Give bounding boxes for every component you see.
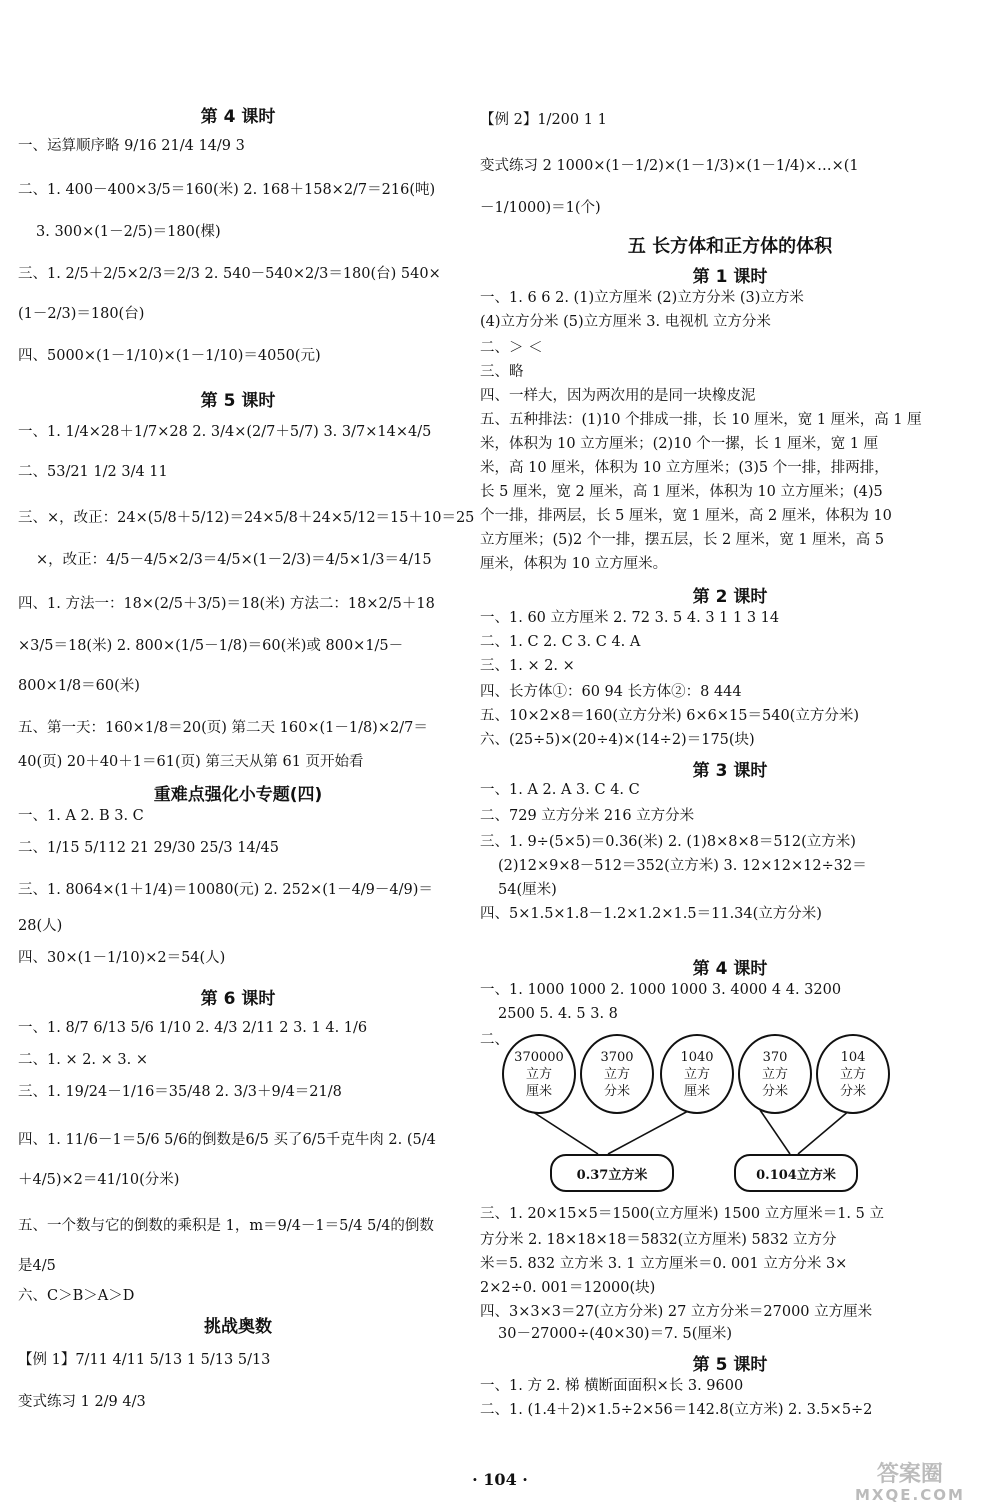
answer-box: 0.104立方米 — [734, 1154, 858, 1192]
answer-line: ×，改正：4/5－4/5×2/3＝4/5×(1－2/3)＝4/5×1/3＝4/15 — [36, 552, 432, 568]
answer-line: 2500 5. 4. 5 3. 8 — [498, 1006, 618, 1022]
section-title: 第 5 课时 — [692, 1355, 768, 1375]
answer-line: 一、1. 方 2. 梯 横断面面积×长 3. 9600 — [480, 1378, 744, 1394]
answer-line: 三、1. 19/24－1/16＝35/48 2. 3/3＋9/4＝21/8 — [18, 1084, 342, 1100]
section-title: 第 6 课时 — [200, 989, 276, 1009]
answer-line: 30－27000÷(40×30)＝7. 5(厘米) — [498, 1326, 733, 1342]
bubble-unit: 立方 — [761, 1066, 788, 1082]
answer-line: 一、1. 6 6 2. (1)立方厘米 (2)立方分米 (3)立方米 — [480, 290, 804, 306]
answer-line: 二、1. (1.4＋2)×1.5÷2×56＝142.8(立方米) 2. 3.5×5÷2 — [480, 1402, 873, 1418]
answer-line: 四、30×(1－1/10)×2＝54(人) — [18, 950, 226, 966]
answer-line: 二、1. × 2. × 3. × — [18, 1052, 148, 1068]
page-number: · 104 · — [472, 1470, 528, 1489]
answer-line: 四、长方体①：60 94 长方体②：8 444 — [480, 684, 742, 700]
answer-line: 二、1. 400－400×3/5＝160(米) 2. 168＋158×2/7＝216(吨) — [18, 182, 436, 198]
answer-line: 四、一样大，因为两次用的是同一块橡皮泥 — [480, 388, 756, 404]
answer-line: 六、(25÷5)×(20÷4)×(14÷2)＝175(块) — [480, 732, 755, 748]
section-title: 第 4 课时 — [692, 959, 768, 979]
answer-line: (4)立方分米 (5)立方厘米 3. 电视机 立方分米 — [480, 314, 771, 330]
answer-line: 四、3×3×3＝27(立方分米) 27 立方分米＝27000 立方厘米 — [480, 1304, 873, 1320]
answer-line: 一、运算顺序略 9/16 21/4 14/9 3 — [18, 138, 245, 154]
volume-bubble — [660, 1034, 734, 1114]
answer-line: 六、C＞B＞A＞D — [18, 1288, 135, 1304]
answer-line: 二、 — [480, 1032, 509, 1048]
section-title: 第 2 课时 — [692, 587, 768, 607]
section-title: 第 1 课时 — [692, 267, 768, 287]
bubble-value: 3700 — [600, 1049, 634, 1065]
volume-bubble — [580, 1034, 654, 1114]
answer-line: 五、一个数与它的倒数的乘积是 1，m＝9/4－1＝5/4 5/4的倒数 — [18, 1218, 434, 1234]
section-title: 重难点强化小专题(四) — [153, 785, 323, 805]
answer-line: (2)12×9×8－512＝352(立方米) 3. 12×12×12÷32＝ — [498, 858, 867, 874]
answer-line: 三、×，改正：24×(5/8＋5/12)＝24×5/8＋24×5/12＝15＋10＝25 — [18, 510, 475, 526]
answer-line: 四、1. 方法一：18×(2/5＋3/5)＝18(米) 方法二：18×2/5＋18 — [18, 596, 435, 612]
bubble-value: 370 — [762, 1049, 788, 1065]
volume-bubble — [816, 1034, 890, 1114]
answer-line: 800×1/8＝60(米) — [18, 678, 140, 694]
answer-line: 五、第一天：160×1/8＝20(页) 第二天 160×(1－1/8)×2/7＝ — [18, 720, 428, 736]
watermark-text: 答案圈 — [876, 1462, 943, 1487]
answer-line: 一、1. A 2. B 3. C — [18, 808, 144, 824]
bubble-value: 370000 — [514, 1049, 564, 1065]
answer-line: 三、略 — [480, 364, 524, 380]
answer-line: 二、53/21 1/2 3/4 11 — [18, 464, 168, 480]
answer-line: 是4/5 — [18, 1258, 56, 1274]
bubble-value: 104 — [840, 1049, 866, 1065]
answer-line: 三、1. 20×15×5＝1500(立方厘米) 1500 立方厘米＝1. 5 立 — [480, 1206, 884, 1222]
answer-line: 四、5×1.5×1.8－1.2×1.2×1.5＝11.34(立方分米) — [480, 906, 822, 922]
answer-line: 【例 1】7/11 4/11 5/13 1 5/13 5/13 — [18, 1352, 271, 1368]
answer-line: 三、1. × 2. × — [480, 658, 575, 674]
bubble-unit: 分米 — [839, 1083, 866, 1099]
answer-line: 变式练习 1 2/9 4/3 — [18, 1394, 146, 1410]
answer-line: 立方厘米；(5)2 个一排，摆五层，长 2 厘米，宽 1 厘米，高 5 — [480, 532, 885, 548]
answer-line: (1－2/3)＝180(台) — [18, 306, 145, 322]
answer-line: 一、1. 60 立方厘米 2. 72 3. 5 4. 3 1 1 3 14 — [480, 610, 780, 626]
match-line — [530, 1110, 598, 1154]
match-line — [608, 1110, 690, 1154]
chapter-title: 五 长方体和正方体的体积 — [627, 236, 833, 257]
answer-line: 一、1. 8/7 6/13 5/6 1/10 2. 4/3 2/11 2 3. 1 4. 1/6 — [18, 1020, 368, 1036]
answer-line: 40(页) 20＋40＋1＝61(页) 第三天从第 61 页开始看 — [18, 754, 364, 770]
answer-box: 0.37立方米 — [550, 1154, 674, 1192]
answer-line: 个一排，排两层，长 5 厘米，宽 1 厘米，高 2 厘米，体积为 10 — [480, 508, 892, 524]
volume-bubble — [738, 1034, 812, 1114]
answer-line: －1/1000)＝1(个) — [480, 200, 601, 216]
answer-line: 长 5 厘米，宽 2 厘米，高 1 厘米，体积为 10 立方厘米；(4)5 — [480, 484, 883, 500]
answer-line: 五、五种排法：(1)10 个排成一排，长 10 厘米，宽 1 厘米，高 1 厘 — [480, 412, 922, 428]
section-title: 挑战奥数 — [204, 1317, 272, 1337]
match-line — [760, 1110, 790, 1154]
answer-line: 变式练习 2 1000×(1－1/2)×(1－1/3)×(1－1/4)×…×(1 — [480, 158, 859, 174]
answer-line: 二、1. C 2. C 3. C 4. A — [480, 634, 641, 650]
answer-line: 一、1. A 2. A 3. C 4. C — [480, 782, 640, 798]
volume-bubble — [502, 1034, 576, 1114]
answer-line: 二、1/15 5/112 21 29/30 25/3 14/45 — [18, 840, 279, 856]
bubble-unit: 立方 — [525, 1066, 552, 1082]
answer-line: 厘米，体积为 10 立方厘米。 — [480, 556, 668, 572]
watermark-url: MXQE.COM — [855, 1486, 965, 1504]
answer-line: 三、1. 2/5＋2/5×2/3＝2/3 2. 540－540×2/3＝180(台) 540× — [18, 266, 441, 282]
bubble-unit: 立方 — [603, 1066, 630, 1082]
section-title: 第 4 课时 — [200, 107, 276, 127]
answer-line: 米＝5. 832 立方米 3. 1 立方厘米＝0. 001 立方分米 3× — [480, 1256, 848, 1272]
answer-line: 54(厘米) — [498, 882, 557, 898]
section-title: 第 5 课时 — [200, 391, 276, 411]
watermark-logo — [855, 1462, 965, 1505]
bubble-unit: 分米 — [761, 1083, 788, 1099]
answer-line: 一、1. 1000 1000 2. 1000 1000 3. 4000 4 4. 3200 — [480, 982, 842, 998]
answer-line: 28(人) — [18, 918, 63, 934]
answer-line: 二、＞ ＜ — [480, 340, 543, 356]
answer-line: 2×2÷0. 001＝12000(块) — [480, 1280, 656, 1296]
answer-line: 【例 2】1/200 1 1 — [480, 112, 607, 128]
section-title: 第 3 课时 — [692, 761, 768, 781]
answer-line: ＋4/5)×2＝41/10(分米) — [18, 1172, 180, 1188]
answer-line: 米，高 10 厘米，体积为 10 立方厘米；(3)5 个一排，排两排， — [480, 460, 889, 476]
answer-line: 一、1. 1/4×28＋1/7×28 2. 3/4×(2/7＋5/7) 3. 3/7×14×4/5 — [18, 424, 432, 440]
answer-line: 四、5000×(1－1/10)×(1－1/10)＝4050(元) — [18, 348, 321, 364]
answer-line: 米，体积为 10 立方厘米；(2)10 个一摞，长 1 厘米，宽 1 厘 — [480, 436, 879, 452]
bubble-unit: 厘米 — [525, 1083, 552, 1099]
answer-line: 二、729 立方分米 216 立方分米 — [480, 808, 695, 824]
answer-line: 三、1. 8064×(1＋1/4)＝10080(元) 2. 252×(1－4/9－4/9)＝ — [18, 882, 433, 898]
answer-line: 3. 300×(1－2/5)＝180(棵) — [36, 224, 221, 240]
match-line — [798, 1110, 850, 1154]
bubble-unit: 厘米 — [683, 1083, 710, 1099]
answer-line: 三、1. 9÷(5×5)＝0.36(米) 2. (1)8×8×8＝512(立方米) — [480, 834, 856, 850]
bubble-value: 1040 — [680, 1049, 714, 1065]
answer-line: ×3/5＝18(米) 2. 800×(1/5－1/8)＝60(米)或 800×1/5－ — [18, 638, 404, 654]
answer-line: 五、10×2×8＝160(立方分米) 6×6×15＝540(立方分米) — [480, 708, 859, 724]
answer-line: 四、1. 11/6－1＝5/6 5/6的倒数是6/5 买了6/5千克牛肉 2. (5/4 — [18, 1132, 436, 1148]
bubble-unit: 立方 — [839, 1066, 866, 1082]
bubble-unit: 分米 — [603, 1083, 630, 1099]
bubble-unit: 立方 — [683, 1066, 710, 1082]
answer-line: 方分米 2. 18×18×18＝5832(立方厘米) 5832 立方分 — [480, 1232, 837, 1248]
